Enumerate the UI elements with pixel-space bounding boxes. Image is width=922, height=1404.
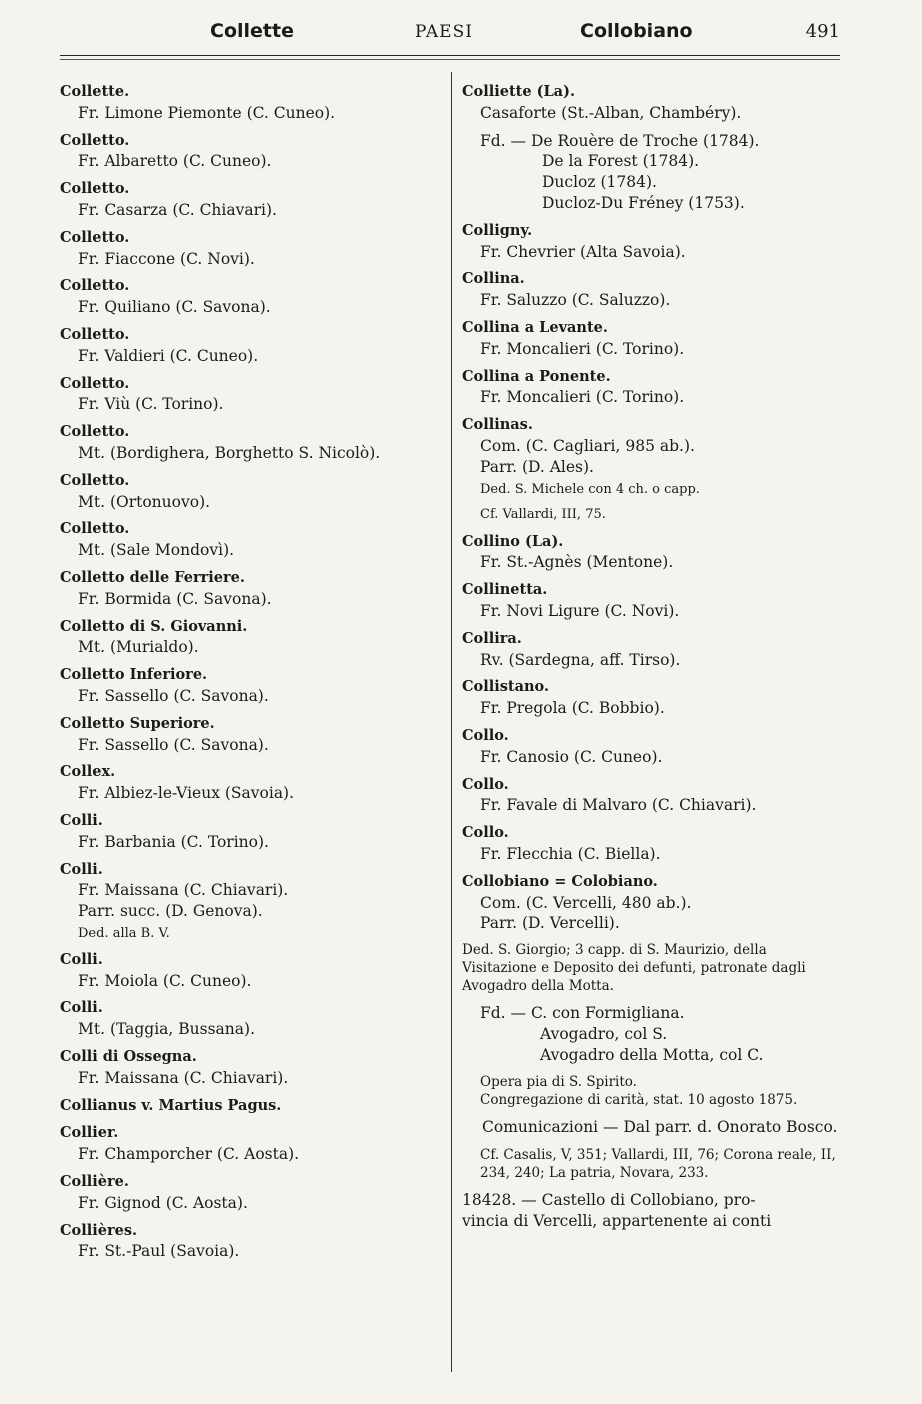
ded-paragraph: Ded. S. Giorgio; 3 capp. di S. Maurizio, della Visitazione e Deposito dei defunti, patronate dagli Avogadro della Motta. [462,942,806,995]
left-entry [60,179,440,221]
entry-headword: Colletto. [60,228,130,246]
left-entry [60,1096,440,1117]
entry-line: Fr. Barbania (C. Torino). [78,832,269,851]
entry-line: Rv. (Sardegna, aff. Tirso). [480,650,681,669]
entry-headword: Collinetta. [462,581,548,599]
left-entry [60,1172,440,1214]
entry-line: Mt. (Ortonuovo). [78,492,211,511]
entry-line: Fr. Pregola (C. Bobbio). [480,699,665,718]
entry-line: Fr. Maissana (C. Chiavari). [78,881,289,900]
final-paragraph-line-1: 18428. — Castello di Collobiano, pro- [462,1191,756,1210]
entry-line: Fr. Fiaccone (C. Novi). [78,249,255,268]
entry-line: Fr. Casarza (C. Chiavari). [78,200,277,219]
entry-headword: Colli. [60,811,103,829]
entry-line: Fr. Limone Piemonte (C. Cuneo). [78,103,336,122]
left-entry [60,714,440,756]
entry-note: Ded. S. Michele con 4 ch. o capp. [480,481,700,497]
header-rule [60,55,840,56]
entry-headword: Collex. [60,763,116,781]
entry-line: Fr. St.-Agnès (Mentone). [480,553,674,572]
final-paragraph-line-2: vincia di Vercelli, appartenente ai conti [462,1212,772,1231]
entry-subline: De la Forest (1784). [542,152,700,171]
entry-headword: Collino (La). [462,532,564,550]
right-column [462,82,842,1232]
entry-headword: Colletto. [60,520,130,538]
right-entry [462,532,842,574]
left-entry [60,1221,440,1263]
right-entry [462,269,842,311]
entry-line: Fr. Champorcher (C. Aosta). [78,1145,300,1164]
entry-line: Fd. — De Rouère de Troche (1784). [480,131,760,150]
right-entry [462,726,842,768]
entry-line: Mt. (Bordighera, Borghetto S. Nicolò). [78,443,381,462]
left-entry [60,276,440,318]
entry-headword: Collina. [462,270,525,288]
entry-headword: Collobiano = Colobiano. [462,872,658,890]
entry-headword: Colletto. [60,374,130,392]
entry-line: Com. (C. Vercelli, 480 ab.). [480,893,692,912]
right-entry [462,415,842,523]
entry-headword: Colletto. [60,423,130,441]
entry-headword: Colletto. [60,131,130,149]
entry-line: Fr. Moncalieri (C. Torino). [480,339,685,358]
left-entry [60,131,440,173]
entry-note: Ded. alla B. V. [78,925,170,941]
right-entry [462,367,842,409]
entry-headword: Colletto di S. Giovanni. [60,617,248,635]
entry-headword: Collières. [60,1221,138,1239]
running-header [60,20,840,50]
comunicazioni: Comunicazioni — Dal parr. d. Onorato Bosco. [482,1118,838,1137]
entry-line: Fr. Quiliano (C. Savona). [78,298,271,317]
opera-line: Opera pia di S. Spirito. [480,1074,637,1091]
entry-headword: Collira. [462,629,522,647]
fd-subline-1: Avogadro, col S. [540,1024,668,1043]
left-entry [60,374,440,416]
entry-headword: Collier. [60,1124,119,1142]
fd-line: Fd. — C. con Formigliana. [480,1004,685,1023]
entry-headword: Colletto Inferiore. [60,666,208,684]
page-number: 491 [805,21,840,42]
right-column-entries [462,82,842,934]
entry-line: Fr. Viù (C. Torino). [78,395,224,414]
entry-headword: Collistano. [462,678,549,696]
entry-headword: Collina a Levante. [462,318,608,336]
right-entry [462,677,842,719]
entry-line: Fr. Canosio (C. Cuneo). [480,747,663,766]
right-entry [462,872,842,934]
right-entry [462,823,842,865]
entry-line: Fr. Albaretto (C. Cuneo). [78,152,272,171]
entry-line: Fr. Sassello (C. Savona). [78,686,269,705]
entry-line: Mt. (Sale Mondovì). [78,541,235,560]
left-entry [60,228,440,270]
entry-headword: Colli. [60,860,103,878]
right-entry [462,318,842,360]
entry-line: Fr. Bormida (C. Savona). [78,589,272,608]
entry-headword: Colli. [60,999,103,1017]
right-entry [462,775,842,817]
entry-line: Fr. Sassello (C. Savona). [78,735,269,754]
congregazione-line: Congregazione di carità, stat. 10 agosto 1875. [480,1092,798,1109]
right-entry [462,82,842,124]
cf-line: Cf. Casalis, V, 351; Vallardi, III, 76; Corona reale, II, 234, 240; La patria, Novara, 233. [480,1147,836,1182]
entry-line: Fr. Favale di Malvaro (C. Chiavari). [480,796,757,815]
entry-line: Fr. Moiola (C. Cuneo). [78,971,252,990]
left-entry [60,1047,440,1089]
entry-headword: Colli di Ossegna. [60,1048,197,1066]
entry-line: Fr. Chevrier (Alta Savoia). [480,242,686,261]
entry-line: Fr. Maissana (C. Chiavari). [78,1068,289,1087]
left-entry [60,811,440,853]
entry-headword: Collière. [60,1173,129,1191]
entry-headword: Colli. [60,950,103,968]
entry-line: Mt. (Murialdo). [78,638,199,657]
left-entry [60,665,440,707]
left-entry [60,1123,440,1165]
left-column [60,82,440,1269]
left-entry [60,998,440,1040]
entry-line: Fr. Flecchia (C. Biella). [480,844,661,863]
entry-headword: Colletto. [60,277,130,295]
right-entry [462,221,842,263]
entry-line: Parr. (D. Vercelli). [480,914,620,933]
entry-headword: Colletto Superiore. [60,714,215,732]
entry-headword: Colletto. [60,471,130,489]
entry-line: Fr. Moncalieri (C. Torino). [480,388,685,407]
entry-headword: Colletto. [60,180,130,198]
entry-line: Parr. succ. (D. Genova). [78,902,263,921]
header-right-word: Collobiano [580,20,693,42]
entry-headword: Collianus v. Martius Pagus. [60,1096,282,1114]
entry-subline: Ducloz-Du Fréney (1753). [542,193,745,212]
entry-headword: Collette. [60,83,130,100]
left-entry [60,568,440,610]
entry-line: Casaforte (St.-Alban, Chambéry). [480,103,742,122]
right-entry [462,629,842,671]
right-entry [462,580,842,622]
right-entry [462,131,842,214]
entry-headword: Colletto. [60,325,130,343]
entry-line: Fr. Albiez-le-Vieux (Savoia). [78,784,295,803]
entry-line: Fr. Saluzzo (C. Saluzzo). [480,291,671,310]
left-entry [60,617,440,659]
entry-headword: Colletto delle Ferriere. [60,568,245,586]
left-entry [60,950,440,992]
left-entry [60,762,440,804]
entry-line: Com. (C. Cagliari, 985 ab.). [480,436,695,455]
entry-headword: Collinas. [462,416,533,434]
entry-headword: Colligny. [462,221,533,239]
entry-line: Fr. St.-Paul (Savoia). [78,1242,240,1261]
left-entry [60,422,440,464]
left-entry [60,519,440,561]
fd-subline-2: Avogadro della Motta, col C. [540,1045,764,1064]
left-entry [60,471,440,513]
left-entry [60,325,440,367]
entry-line: Parr. (D. Ales). [480,457,594,476]
entry-line: Mt. (Taggia, Bussana). [78,1020,255,1039]
entry-headword: Collina a Ponente. [462,367,611,385]
entry-headword: Colliette (La). [462,83,575,100]
entry-headword: Collo. [462,775,509,793]
left-entry [60,82,440,124]
header-center-word: PAESI [415,22,473,42]
entry-headword: Collo. [462,824,509,842]
entry-line: Fr. Gignod (C. Aosta). [78,1193,248,1212]
entry-line: Fr. Novi Ligure (C. Novi). [480,601,680,620]
left-entry [60,860,440,943]
header-left-word: Collette [210,20,294,42]
entry-headword: Collo. [462,726,509,744]
header-rule-thin [60,59,840,60]
entry-line: Fr. Valdieri (C. Cuneo). [78,346,259,365]
entry-subline: Ducloz (1784). [542,173,657,192]
column-divider [451,72,452,1372]
entry-cf: Cf. Vallardi, III, 75. [480,506,606,522]
